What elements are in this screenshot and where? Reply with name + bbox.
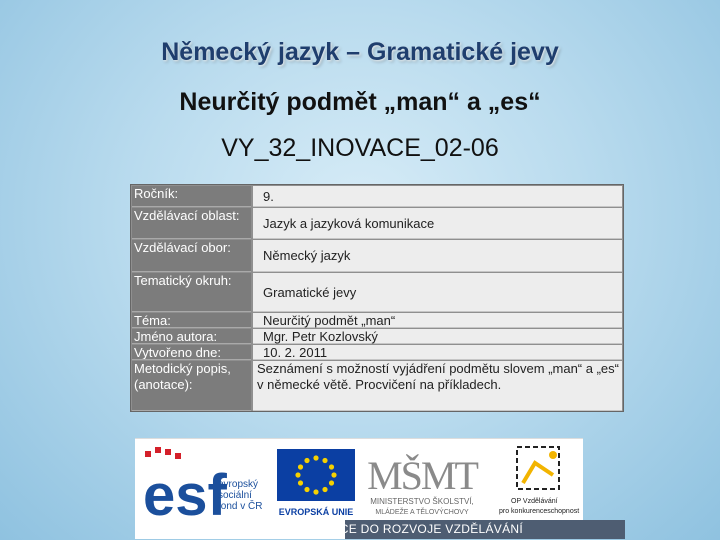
row-value: 10. 2. 2011 — [253, 345, 622, 360]
esf-mark: esf — [143, 463, 227, 525]
table-row — [131, 360, 623, 411]
material-code: VY_32_INOVACE_02-06 — [221, 134, 499, 162]
svg-text:OP Vzdělávání: OP Vzdělávání — [511, 498, 558, 505]
table-row — [131, 239, 623, 272]
op-logo — [495, 443, 581, 521]
info-table — [130, 184, 624, 412]
slide-title: Německý jazyk – Gramatické jevy — [161, 38, 559, 66]
svg-text:sociální: sociální — [218, 490, 252, 501]
table-row — [131, 185, 623, 207]
table-row — [131, 207, 623, 239]
row-value: Mgr. Petr Kozlovský — [253, 329, 622, 344]
row-value: Německý jazyk — [253, 240, 622, 272]
msmt-logo — [357, 443, 487, 518]
table-row — [131, 344, 623, 360]
row-label: Jméno autora: — [132, 329, 251, 344]
row-value: Gramatické jevy — [253, 273, 622, 312]
eu-label: EVROPSKÁ UNIE — [278, 507, 354, 517]
row-label: Vzdělávací obor: — [132, 240, 251, 272]
slide-subtitle: Neurčitý podmět „man“ a „es“ — [179, 88, 541, 116]
msmt-mark: MŠMT — [367, 453, 477, 498]
row-label: Tematický okruh: — [132, 273, 251, 312]
row-label: Ročník: — [132, 186, 251, 207]
row-label: Vzdělávací oblast: — [132, 208, 251, 239]
esf-logo — [143, 445, 263, 525]
row-value: Seznámení s možností vyjádření podmětu slovem „man“ a „es“ v německé větě. Procvičení na příkladech. — [253, 361, 622, 411]
row-value: Jazyk a jazyková komunikace — [253, 208, 622, 239]
table-row — [131, 328, 623, 344]
row-label: Vytvořeno dne: — [132, 345, 251, 360]
table-row — [131, 272, 623, 312]
row-label: Metodický popis, (anotace): — [132, 361, 251, 411]
banner-text: INVESTICE DO ROZVOJE VZDĚLÁVÁNÍ — [290, 522, 523, 536]
logo-bar — [135, 438, 583, 539]
svg-text:fond v ČR: fond v ČR — [218, 501, 263, 512]
svg-text:pro konkurenceschopnost: pro konkurenceschopnost — [499, 508, 580, 515]
row-label: Téma: — [132, 313, 251, 328]
svg-text:MLÁDEŽE A TĚLOVÝCHOVY: MLÁDEŽE A TĚLOVÝCHOVY — [375, 509, 469, 516]
eu-flag-logo — [275, 447, 357, 519]
svg-text:evropský: evropský — [218, 479, 259, 490]
row-value: 9. — [253, 186, 622, 207]
svg-text:MINISTERSTVO ŠKOLSTVÍ,: MINISTERSTVO ŠKOLSTVÍ, — [370, 497, 474, 506]
table-row — [131, 312, 623, 328]
row-value: Neurčitý podmět „man“ — [253, 313, 622, 328]
